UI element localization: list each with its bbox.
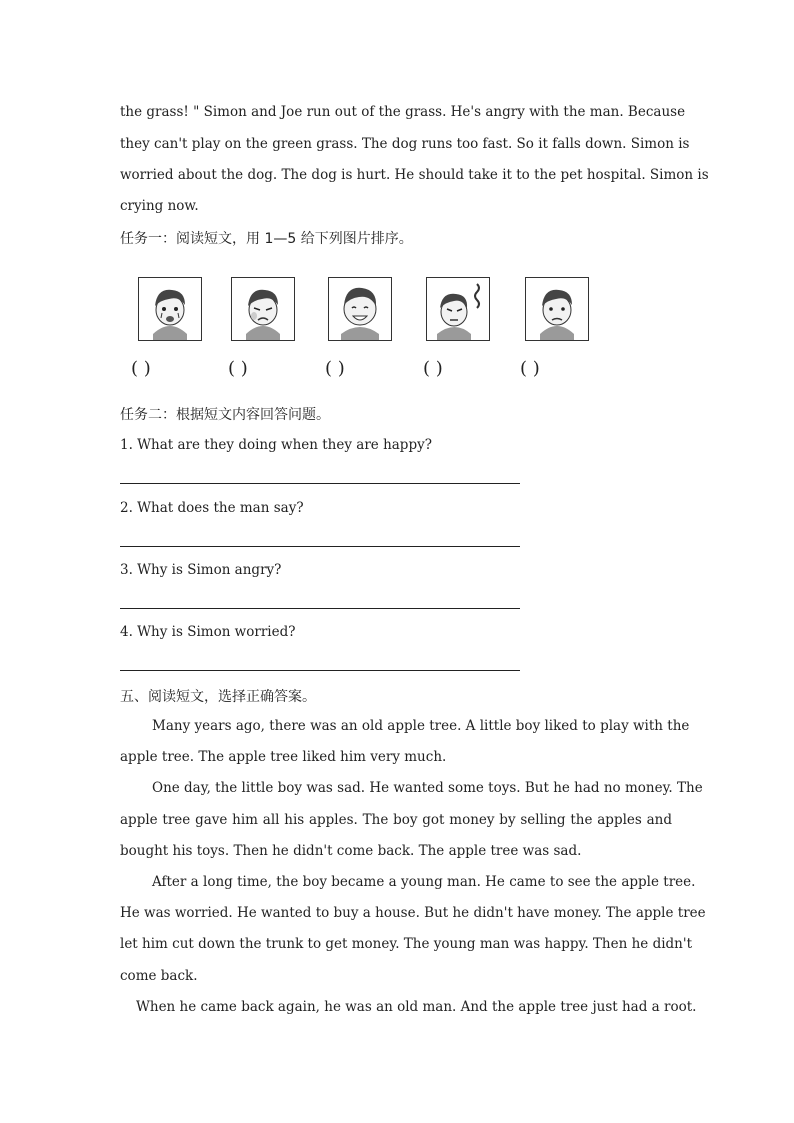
picture-3 [328,277,392,341]
boy-happy-face-icon [329,278,391,340]
story-line-8: let him cut down the trunk to get money. The young man was happy. Then he didn't [120,936,693,952]
passage-line-1: the grass! " Simon and Joe run out of the grass. He's angry with the man. Because [120,104,686,120]
boy-angry-face-icon [427,278,489,340]
answer-line-1[interactable] [120,483,520,484]
answer-blank-2[interactable]: ( ) [228,358,248,379]
passage-line-2: they can't play on the green grass. The dog runs too fast. So it falls down. Simon is [120,136,690,152]
story-line-4: apple tree gave him all his apples. The boy got money by selling the apples and [120,812,672,828]
answer-blank-3[interactable]: ( ) [325,358,345,379]
story-line-3: One day, the little boy was sad. He wanted some toys. But he had no money. The [152,780,703,796]
question-4: 4. Why is Simon worried? [120,624,296,640]
passage-line-3: worried about the dog. The dog is hurt. He should take it to the pet hospital. Simon is [120,167,709,183]
answer-blank-1[interactable]: ( ) [131,358,151,379]
answer-line-3[interactable] [120,608,520,609]
story-line-9: come back. [120,968,198,984]
boy-worried-face-icon [232,278,294,340]
picture-5 [525,277,589,341]
story-line-1: Many years ago, there was an old apple tree. A little boy liked to play with the [152,718,690,734]
picture-4 [426,277,490,341]
story-line-6: After a long time, the boy became a young man. He came to see the apple tree. [152,874,696,890]
story-line-10: When he came back again, he was an old man. And the apple tree just had a root. [136,999,697,1015]
picture-1 [138,277,202,341]
story-line-7: He was worried. He wanted to buy a house. But he didn't have money. The apple tree [120,905,706,921]
task1-title: 任务一：阅读短文，用 1—5 给下列图片排序。 [120,231,413,247]
question-2: 2. What does the man say? [120,500,304,516]
question-1: 1. What are they doing when they are happy? [120,437,432,453]
task2-title: 任务二：根据短文内容回答问题。 [120,407,330,423]
answer-blank-4[interactable]: ( ) [423,358,443,379]
story-line-5: bought his toys. Then he didn't come back. The apple tree was sad. [120,843,582,859]
answer-blank-5[interactable]: ( ) [520,358,540,379]
picture-2 [231,277,295,341]
boy-sad-face-icon [526,278,588,340]
story-line-2: apple tree. The apple tree liked him very much. [120,749,447,765]
answer-line-2[interactable] [120,546,520,547]
section5-title: 五、阅读短文，选择正确答案。 [120,689,316,705]
question-3: 3. Why is Simon angry? [120,562,282,578]
passage-line-4: crying now. [120,198,199,214]
answer-line-4[interactable] [120,670,520,671]
boy-crying-face-icon [139,278,201,340]
